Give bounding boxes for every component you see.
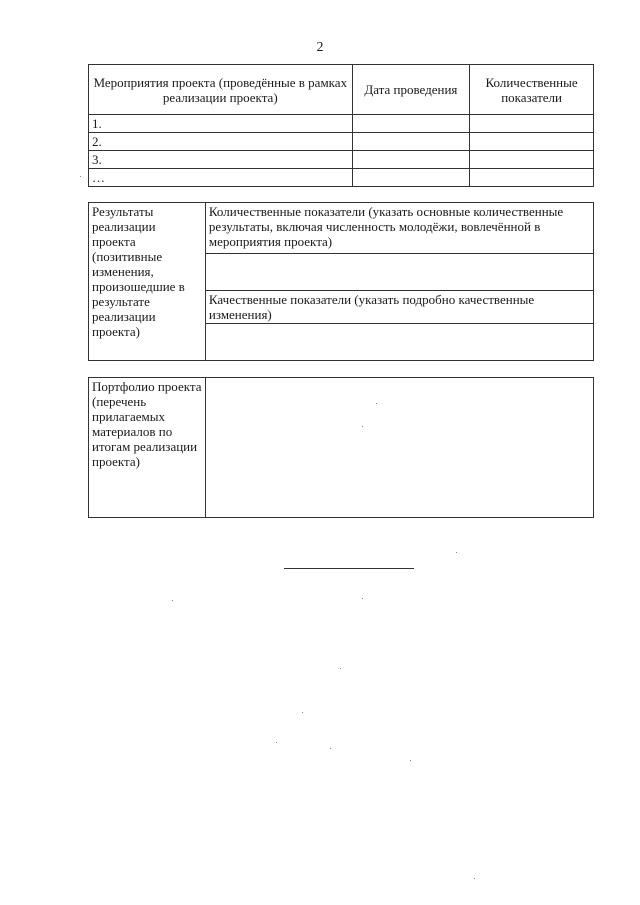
scan-speck bbox=[376, 403, 377, 404]
qualitative-indicators-label: Качественные показатели (указать подробно качественные изменения) bbox=[205, 291, 593, 324]
table-row bbox=[89, 169, 594, 187]
quantitative-cell[interactable] bbox=[470, 133, 594, 151]
table-row bbox=[89, 133, 594, 151]
events-table-header-row bbox=[89, 65, 594, 115]
header-quantitative: Количественные показатели bbox=[470, 65, 594, 115]
quantitative-cell[interactable] bbox=[470, 115, 594, 133]
table-row bbox=[89, 203, 594, 254]
event-cell[interactable]: 3. bbox=[89, 151, 353, 169]
scan-speck bbox=[362, 426, 363, 427]
results-label: Результаты реализации проекта (позитивные изменения, произошедшие в результате реализации проекта) bbox=[89, 203, 206, 361]
quantitative-cell[interactable] bbox=[470, 151, 594, 169]
table-row bbox=[89, 115, 594, 133]
table-row bbox=[89, 378, 594, 518]
quantitative-indicators-label: Количественные показатели (указать основные количественные результаты, включая численность молодёжи, вовлечённой в мероприятия проекта) bbox=[205, 203, 593, 254]
page-number: 2 bbox=[316, 40, 324, 55]
event-cell[interactable]: 1. bbox=[89, 115, 353, 133]
scan-speck bbox=[80, 176, 81, 177]
date-cell[interactable] bbox=[352, 169, 470, 187]
portfolio-table bbox=[88, 377, 594, 518]
qualitative-indicators-input[interactable] bbox=[205, 324, 593, 361]
scan-speck bbox=[456, 552, 457, 553]
scan-speck bbox=[302, 712, 303, 713]
quantitative-indicators-input[interactable] bbox=[205, 254, 593, 291]
date-cell[interactable] bbox=[352, 115, 470, 133]
date-cell[interactable] bbox=[352, 133, 470, 151]
event-cell[interactable]: … bbox=[89, 169, 353, 187]
scan-speck bbox=[474, 878, 475, 879]
scan-speck bbox=[340, 668, 341, 669]
events-table bbox=[88, 64, 594, 187]
date-cell[interactable] bbox=[352, 151, 470, 169]
signature-line bbox=[284, 568, 414, 569]
portfolio-label: Портфолио проекта (перечень прилагаемых материалов по итогам реализации проекта) bbox=[89, 378, 206, 518]
scan-speck bbox=[172, 600, 173, 601]
scan-speck bbox=[362, 598, 363, 599]
results-table bbox=[88, 202, 594, 361]
scan-speck bbox=[410, 760, 411, 761]
portfolio-input[interactable] bbox=[205, 378, 593, 518]
header-events: Мероприятия проекта (проведённые в рамках реализации проекта) bbox=[89, 65, 353, 115]
table-row bbox=[89, 151, 594, 169]
scan-speck bbox=[330, 748, 331, 749]
scan-speck bbox=[276, 742, 277, 743]
event-cell[interactable]: 2. bbox=[89, 133, 353, 151]
header-date: Дата проведения bbox=[352, 65, 470, 115]
quantitative-cell[interactable] bbox=[470, 169, 594, 187]
